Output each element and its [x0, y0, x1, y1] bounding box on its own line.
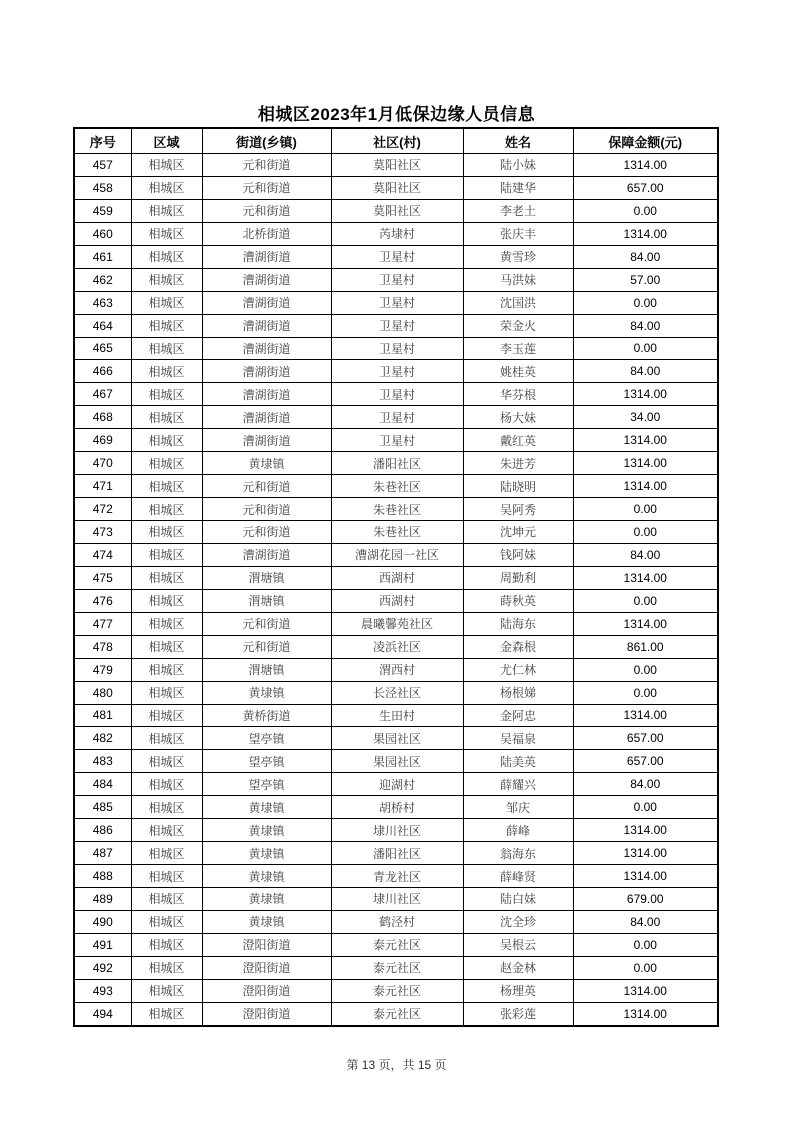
cell-seq: 462 — [74, 268, 131, 291]
cell-amount: 679.00 — [573, 888, 718, 911]
cell-amount: 1314.00 — [573, 819, 718, 842]
cell-seq: 481 — [74, 704, 131, 727]
column-header: 保障金额(元) — [573, 128, 718, 154]
cell-amount: 0.00 — [573, 521, 718, 544]
table-row — [74, 979, 718, 1002]
cell-amount: 84.00 — [573, 773, 718, 796]
cell-community: 晨曦馨苑社区 — [331, 612, 463, 635]
cell-seq: 490 — [74, 910, 131, 933]
cell-community: 朱巷社区 — [331, 475, 463, 498]
cell-amount: 1314.00 — [573, 1002, 718, 1025]
cell-amount: 0.00 — [573, 337, 718, 360]
cell-region: 相城区 — [131, 475, 202, 498]
cell-name: 张彩莲 — [463, 1002, 573, 1025]
cell-seq: 486 — [74, 819, 131, 842]
table-row — [74, 589, 718, 612]
cell-name: 薛峰 — [463, 819, 573, 842]
cell-street: 元和街道 — [202, 154, 331, 177]
cell-seq: 478 — [74, 635, 131, 658]
cell-seq: 472 — [74, 498, 131, 521]
cell-street: 黄埭镇 — [202, 888, 331, 911]
cell-street: 黄埭镇 — [202, 910, 331, 933]
column-header: 序号 — [74, 128, 131, 154]
cell-amount: 84.00 — [573, 360, 718, 383]
cell-name: 黄雪珍 — [463, 245, 573, 268]
cell-region: 相城区 — [131, 199, 202, 222]
cell-street: 漕湖街道 — [202, 383, 331, 406]
cell-street: 漕湖街道 — [202, 429, 331, 452]
cell-street: 漕湖街道 — [202, 360, 331, 383]
cell-amount: 84.00 — [573, 543, 718, 566]
cell-street: 漕湖街道 — [202, 406, 331, 429]
cell-community: 青龙社区 — [331, 865, 463, 888]
cell-community: 卫星村 — [331, 245, 463, 268]
cell-community: 埭川社区 — [331, 888, 463, 911]
cell-street: 黄桥街道 — [202, 704, 331, 727]
cell-street: 黄埭镇 — [202, 842, 331, 865]
cell-seq: 484 — [74, 773, 131, 796]
cell-community: 西湖村 — [331, 589, 463, 612]
cell-community: 凌浜社区 — [331, 635, 463, 658]
table-row — [74, 475, 718, 498]
cell-name: 薛耀兴 — [463, 773, 573, 796]
table-row — [74, 956, 718, 979]
cell-region: 相城区 — [131, 658, 202, 681]
column-header: 街道(乡镇) — [202, 128, 331, 154]
cell-region: 相城区 — [131, 268, 202, 291]
cell-amount: 0.00 — [573, 956, 718, 979]
cell-region: 相城区 — [131, 704, 202, 727]
cell-region: 相城区 — [131, 314, 202, 337]
cell-seq: 475 — [74, 566, 131, 589]
table-row — [74, 865, 718, 888]
cell-region: 相城区 — [131, 589, 202, 612]
cell-name: 陆晓明 — [463, 475, 573, 498]
table-row — [74, 452, 718, 475]
cell-street: 渭塘镇 — [202, 589, 331, 612]
cell-street: 元和街道 — [202, 475, 331, 498]
cell-region: 相城区 — [131, 750, 202, 773]
cell-amount: 0.00 — [573, 796, 718, 819]
cell-community: 泰元社区 — [331, 979, 463, 1002]
cell-region: 相城区 — [131, 635, 202, 658]
cell-community: 鹤泾村 — [331, 910, 463, 933]
table-row — [74, 773, 718, 796]
header-row — [74, 128, 718, 154]
table-row — [74, 337, 718, 360]
cell-region: 相城区 — [131, 429, 202, 452]
table-row — [74, 796, 718, 819]
column-header: 社区(村) — [331, 128, 463, 154]
cell-street: 黄埭镇 — [202, 681, 331, 704]
cell-name: 翁海东 — [463, 842, 573, 865]
cell-name: 金阿忠 — [463, 704, 573, 727]
cell-name: 吴阿秀 — [463, 498, 573, 521]
cell-amount: 1314.00 — [573, 612, 718, 635]
cell-name: 蒔秋英 — [463, 589, 573, 612]
cell-seq: 494 — [74, 1002, 131, 1025]
cell-seq: 461 — [74, 245, 131, 268]
table-row — [74, 933, 718, 956]
cell-seq: 489 — [74, 888, 131, 911]
cell-name: 尤仁林 — [463, 658, 573, 681]
cell-street: 澄阳街道 — [202, 1002, 331, 1025]
cell-region: 相城区 — [131, 888, 202, 911]
cell-community: 泰元社区 — [331, 933, 463, 956]
cell-community: 莫阳社区 — [331, 176, 463, 199]
cell-name: 金森根 — [463, 635, 573, 658]
cell-name: 陆白妹 — [463, 888, 573, 911]
table-body — [74, 154, 718, 1026]
page-number-footer: 第 13 页，共 15 页 — [346, 1058, 447, 1072]
cell-amount: 57.00 — [573, 268, 718, 291]
cell-street: 澄阳街道 — [202, 979, 331, 1002]
table-row — [74, 612, 718, 635]
table-row — [74, 888, 718, 911]
cell-amount: 1314.00 — [573, 566, 718, 589]
cell-seq: 483 — [74, 750, 131, 773]
cell-name: 沈坤元 — [463, 521, 573, 544]
table-row — [74, 658, 718, 681]
cell-amount: 657.00 — [573, 727, 718, 750]
cell-seq: 488 — [74, 865, 131, 888]
cell-seq: 466 — [74, 360, 131, 383]
cell-seq: 479 — [74, 658, 131, 681]
cell-region: 相城区 — [131, 498, 202, 521]
cell-name: 吴福泉 — [463, 727, 573, 750]
cell-amount: 84.00 — [573, 245, 718, 268]
cell-amount: 1314.00 — [573, 452, 718, 475]
cell-community: 迎湖村 — [331, 773, 463, 796]
cell-name: 杨理英 — [463, 979, 573, 1002]
table-row — [74, 222, 718, 245]
table-row — [74, 291, 718, 314]
cell-region: 相城区 — [131, 360, 202, 383]
column-header: 姓名 — [463, 128, 573, 154]
cell-seq: 460 — [74, 222, 131, 245]
cell-amount: 1314.00 — [573, 979, 718, 1002]
cell-name: 吴根云 — [463, 933, 573, 956]
cell-region: 相城区 — [131, 819, 202, 842]
cell-street: 元和街道 — [202, 635, 331, 658]
cell-seq: 458 — [74, 176, 131, 199]
cell-region: 相城区 — [131, 245, 202, 268]
cell-amount: 0.00 — [573, 291, 718, 314]
cell-community: 卫星村 — [331, 360, 463, 383]
cell-street: 望亭镇 — [202, 750, 331, 773]
cell-seq: 464 — [74, 314, 131, 337]
cell-amount: 0.00 — [573, 498, 718, 521]
cell-community: 朱巷社区 — [331, 498, 463, 521]
cell-seq: 473 — [74, 521, 131, 544]
cell-street: 漕湖街道 — [202, 291, 331, 314]
benefits-table — [73, 127, 719, 1027]
table-row — [74, 750, 718, 773]
cell-name: 薛峰贤 — [463, 865, 573, 888]
table-row — [74, 498, 718, 521]
cell-region: 相城区 — [131, 291, 202, 314]
cell-community: 卫星村 — [331, 383, 463, 406]
cell-street: 北桥街道 — [202, 222, 331, 245]
cell-amount: 0.00 — [573, 658, 718, 681]
cell-region: 相城区 — [131, 176, 202, 199]
cell-street: 元和街道 — [202, 612, 331, 635]
cell-name: 张庆丰 — [463, 222, 573, 245]
cell-street: 元和街道 — [202, 498, 331, 521]
cell-amount: 0.00 — [573, 681, 718, 704]
cell-region: 相城区 — [131, 1002, 202, 1025]
cell-street: 元和街道 — [202, 521, 331, 544]
cell-community: 漕湖花园一社区 — [331, 543, 463, 566]
cell-street: 漕湖街道 — [202, 314, 331, 337]
cell-community: 果园社区 — [331, 750, 463, 773]
cell-seq: 480 — [74, 681, 131, 704]
cell-seq: 482 — [74, 727, 131, 750]
cell-name: 杨根娣 — [463, 681, 573, 704]
cell-region: 相城区 — [131, 154, 202, 177]
cell-amount: 657.00 — [573, 750, 718, 773]
table-row — [74, 360, 718, 383]
cell-street: 黄埭镇 — [202, 865, 331, 888]
cell-region: 相城区 — [131, 612, 202, 635]
cell-region: 相城区 — [131, 521, 202, 544]
table-row — [74, 154, 718, 177]
table-row — [74, 543, 718, 566]
cell-name: 钱阿妹 — [463, 543, 573, 566]
page-title: 相城区2023年1月低保边缘人员信息 — [257, 105, 536, 124]
cell-amount: 0.00 — [573, 199, 718, 222]
cell-seq: 471 — [74, 475, 131, 498]
table-row — [74, 727, 718, 750]
cell-region: 相城区 — [131, 406, 202, 429]
cell-street: 澄阳街道 — [202, 956, 331, 979]
cell-name: 沈国洪 — [463, 291, 573, 314]
cell-amount: 1314.00 — [573, 222, 718, 245]
cell-seq: 491 — [74, 933, 131, 956]
cell-region: 相城区 — [131, 979, 202, 1002]
cell-amount: 1314.00 — [573, 865, 718, 888]
cell-region: 相城区 — [131, 383, 202, 406]
cell-name: 李老土 — [463, 199, 573, 222]
cell-street: 漕湖街道 — [202, 245, 331, 268]
cell-community: 泰元社区 — [331, 956, 463, 979]
cell-community: 卫星村 — [331, 429, 463, 452]
cell-region: 相城区 — [131, 773, 202, 796]
cell-community: 卫星村 — [331, 406, 463, 429]
cell-community: 莫阳社区 — [331, 199, 463, 222]
cell-street: 渭塘镇 — [202, 566, 331, 589]
cell-seq: 459 — [74, 199, 131, 222]
cell-seq: 470 — [74, 452, 131, 475]
cell-amount: 84.00 — [573, 910, 718, 933]
cell-amount: 1314.00 — [573, 842, 718, 865]
table-row — [74, 910, 718, 933]
cell-name: 陆建华 — [463, 176, 573, 199]
table-row — [74, 314, 718, 337]
cell-name: 陆小妹 — [463, 154, 573, 177]
cell-name: 周勤利 — [463, 566, 573, 589]
table-row — [74, 383, 718, 406]
table-row — [74, 704, 718, 727]
table-row — [74, 521, 718, 544]
cell-amount: 34.00 — [573, 406, 718, 429]
cell-seq: 457 — [74, 154, 131, 177]
cell-amount: 1314.00 — [573, 154, 718, 177]
cell-community: 埭川社区 — [331, 819, 463, 842]
table-row — [74, 1002, 718, 1025]
cell-community: 芮埭村 — [331, 222, 463, 245]
cell-street: 漕湖街道 — [202, 543, 331, 566]
table-row — [74, 245, 718, 268]
cell-name: 姚桂英 — [463, 360, 573, 383]
cell-amount: 1314.00 — [573, 383, 718, 406]
cell-seq: 467 — [74, 383, 131, 406]
cell-amount: 1314.00 — [573, 475, 718, 498]
cell-community: 潘阳社区 — [331, 452, 463, 475]
cell-region: 相城区 — [131, 566, 202, 589]
cell-amount: 84.00 — [573, 314, 718, 337]
cell-name: 李玉莲 — [463, 337, 573, 360]
cell-street: 黄埭镇 — [202, 819, 331, 842]
cell-name: 陆海东 — [463, 612, 573, 635]
cell-amount: 0.00 — [573, 589, 718, 612]
cell-seq: 493 — [74, 979, 131, 1002]
cell-community: 生田村 — [331, 704, 463, 727]
cell-community: 泰元社区 — [331, 1002, 463, 1025]
cell-seq: 485 — [74, 796, 131, 819]
column-header: 区域 — [131, 128, 202, 154]
cell-region: 相城区 — [131, 842, 202, 865]
cell-community: 渭西村 — [331, 658, 463, 681]
cell-community: 卫星村 — [331, 291, 463, 314]
cell-seq: 487 — [74, 842, 131, 865]
table-row — [74, 635, 718, 658]
cell-amount: 657.00 — [573, 176, 718, 199]
cell-name: 赵金林 — [463, 956, 573, 979]
cell-name: 华芬根 — [463, 383, 573, 406]
cell-community: 朱巷社区 — [331, 521, 463, 544]
cell-community: 长泾社区 — [331, 681, 463, 704]
cell-name: 杨大妹 — [463, 406, 573, 429]
cell-seq: 468 — [74, 406, 131, 429]
table-row — [74, 268, 718, 291]
cell-region: 相城区 — [131, 796, 202, 819]
cell-region: 相城区 — [131, 222, 202, 245]
cell-amount: 861.00 — [573, 635, 718, 658]
cell-street: 澄阳街道 — [202, 933, 331, 956]
cell-region: 相城区 — [131, 910, 202, 933]
cell-name: 马洪妹 — [463, 268, 573, 291]
cell-region: 相城区 — [131, 865, 202, 888]
table-row — [74, 429, 718, 452]
cell-community: 果园社区 — [331, 727, 463, 750]
cell-seq: 463 — [74, 291, 131, 314]
cell-amount: 1314.00 — [573, 704, 718, 727]
table-row — [74, 199, 718, 222]
cell-name: 沈全珍 — [463, 910, 573, 933]
cell-community: 胡桥村 — [331, 796, 463, 819]
cell-region: 相城区 — [131, 543, 202, 566]
table-row — [74, 819, 718, 842]
table-row — [74, 842, 718, 865]
cell-street: 漕湖街道 — [202, 268, 331, 291]
cell-region: 相城区 — [131, 956, 202, 979]
cell-region: 相城区 — [131, 933, 202, 956]
cell-name: 陆美英 — [463, 750, 573, 773]
cell-amount: 0.00 — [573, 933, 718, 956]
cell-amount: 1314.00 — [573, 429, 718, 452]
cell-name: 戴红英 — [463, 429, 573, 452]
cell-seq: 492 — [74, 956, 131, 979]
cell-seq: 474 — [74, 543, 131, 566]
cell-community: 莫阳社区 — [331, 154, 463, 177]
cell-community: 卫星村 — [331, 314, 463, 337]
cell-seq: 465 — [74, 337, 131, 360]
cell-seq: 469 — [74, 429, 131, 452]
cell-street: 黄埭镇 — [202, 452, 331, 475]
cell-street: 元和街道 — [202, 199, 331, 222]
table-row — [74, 681, 718, 704]
cell-community: 潘阳社区 — [331, 842, 463, 865]
cell-street: 元和街道 — [202, 176, 331, 199]
cell-name: 邹庆 — [463, 796, 573, 819]
cell-seq: 477 — [74, 612, 131, 635]
cell-region: 相城区 — [131, 681, 202, 704]
cell-community: 西湖村 — [331, 566, 463, 589]
table-row — [74, 176, 718, 199]
cell-name: 荣金火 — [463, 314, 573, 337]
cell-street: 渭塘镇 — [202, 658, 331, 681]
cell-seq: 476 — [74, 589, 131, 612]
cell-street: 望亭镇 — [202, 727, 331, 750]
cell-name: 朱进芳 — [463, 452, 573, 475]
cell-region: 相城区 — [131, 452, 202, 475]
cell-street: 望亭镇 — [202, 773, 331, 796]
cell-region: 相城区 — [131, 727, 202, 750]
cell-street: 漕湖街道 — [202, 337, 331, 360]
table-row — [74, 406, 718, 429]
cell-community: 卫星村 — [331, 337, 463, 360]
cell-community: 卫星村 — [331, 268, 463, 291]
cell-street: 黄埭镇 — [202, 796, 331, 819]
table-row — [74, 566, 718, 589]
cell-region: 相城区 — [131, 337, 202, 360]
